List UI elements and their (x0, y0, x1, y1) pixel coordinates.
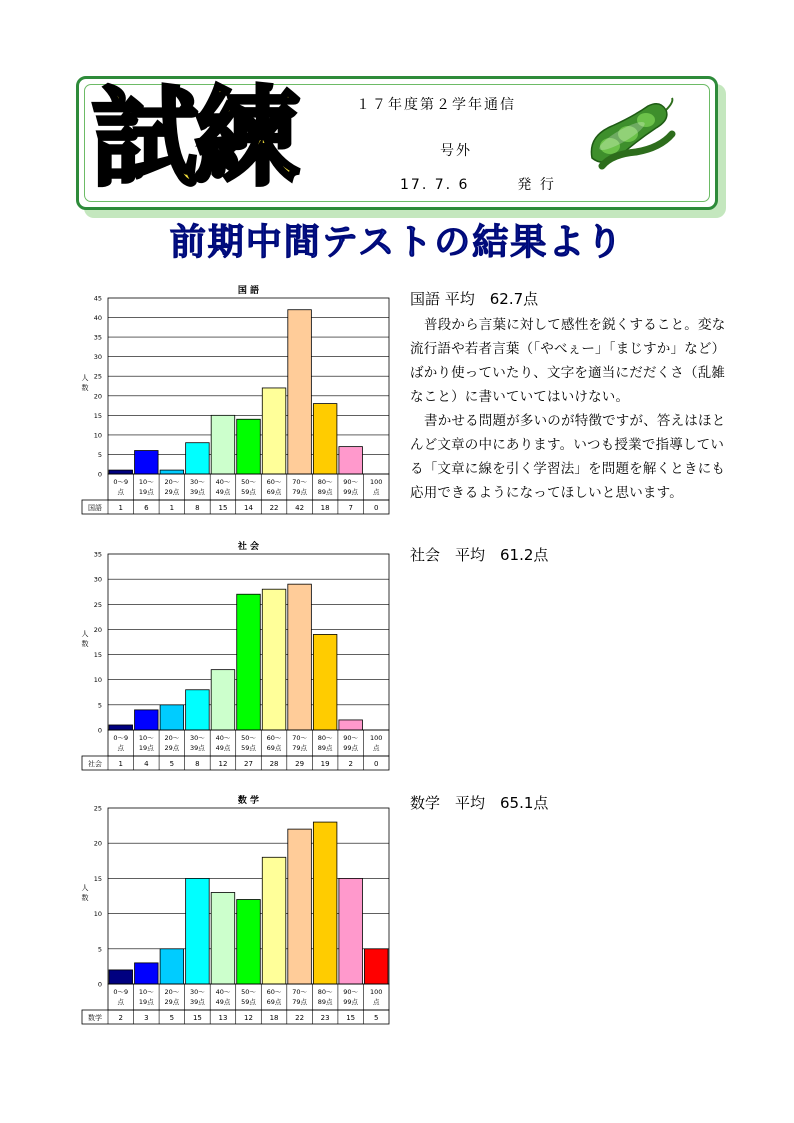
bar-5 (237, 419, 261, 474)
x-tick-label: 30～ (190, 478, 205, 486)
y-tick-label: 25 (93, 804, 102, 813)
x-tick-label: 80～ (317, 478, 333, 486)
bar-10 (364, 949, 388, 984)
x-tick-label: 50～ (241, 988, 256, 996)
data-value-1: 6 (144, 504, 149, 512)
x-tick-label: 29点 (164, 488, 180, 496)
data-value-7: 29 (295, 760, 305, 768)
issue-label: 号外 (440, 143, 472, 159)
data-table-label: 社会 (88, 760, 102, 768)
x-tick-label: 69点 (266, 744, 282, 752)
x-tick-label: 30～ (190, 988, 205, 996)
newsletter-name: １７年度第２学年通信 (356, 97, 516, 113)
chart-title: 社 会 (237, 542, 260, 552)
data-value-4: 12 (218, 760, 228, 768)
x-tick-label: 20～ (164, 734, 180, 742)
y-axis-label: 数 (81, 640, 89, 648)
y-tick-label: 35 (93, 550, 102, 559)
x-tick-label: 40～ (215, 734, 231, 742)
x-tick-label: 49点 (215, 998, 231, 1006)
average-math: 数学 平均 65.1点 (410, 794, 549, 812)
data-value-2: 5 (169, 760, 175, 768)
data-value-8: 18 (320, 504, 330, 512)
average-japanese: 国語 平均 62.7点 (410, 290, 539, 308)
y-tick-label: 35 (93, 333, 102, 342)
data-value-5: 27 (244, 760, 253, 768)
x-tick-label: 59点 (241, 744, 256, 752)
headline: 前期中間テストの結果より (169, 221, 625, 263)
data-value-1: 3 (144, 1014, 149, 1022)
x-tick-label: 89点 (317, 488, 333, 496)
bar-7 (288, 584, 312, 730)
x-tick-label: 49点 (215, 744, 231, 752)
data-value-1: 4 (144, 760, 149, 768)
x-tick-label: 79点 (292, 744, 307, 752)
y-tick-label: 20 (93, 839, 102, 848)
data-value-10: 0 (373, 760, 379, 768)
data-value-7: 22 (295, 1014, 305, 1022)
x-tick-label: 79点 (292, 488, 307, 496)
x-tick-label: 20～ (164, 478, 180, 486)
x-tick-label: 89点 (317, 998, 333, 1006)
y-tick-label: 25 (93, 600, 102, 609)
data-value-2: 5 (169, 1014, 175, 1022)
comment-social-studies (410, 543, 730, 567)
x-tick-label: 70～ (292, 478, 307, 486)
x-tick-label: 100 (370, 734, 383, 742)
bar-6 (262, 589, 286, 730)
x-tick-label: 59点 (241, 488, 256, 496)
comment-paragraph-1: 普段から言葉に対して感性を鋭くすること。変な流行語や若者言葉（「やべぇー」「まじすか」など）ばかり使っていたり、文字を適当にだだくさ（乱雑なこと）に書いていてはいけない。 (410, 317, 726, 405)
x-tick-label: 19点 (138, 998, 154, 1006)
bar-9 (339, 878, 363, 984)
data-value-3: 8 (195, 504, 200, 512)
data-value-6: 22 (269, 504, 279, 512)
bar-1 (135, 451, 159, 474)
x-tick-label: 0～9 (113, 988, 129, 996)
x-tick-label: 39点 (190, 744, 205, 752)
data-value-0: 1 (118, 760, 124, 768)
bar-2 (160, 949, 184, 984)
y-tick-label: 30 (93, 575, 102, 584)
x-tick-label: 10～ (138, 734, 154, 742)
y-tick-label: 20 (93, 625, 102, 634)
chart-japanese-svg (78, 282, 398, 518)
data-value-9: 15 (346, 1014, 356, 1022)
data-value-10: 0 (373, 504, 379, 512)
data-value-0: 1 (118, 504, 124, 512)
data-value-5: 12 (244, 1014, 253, 1022)
data-value-0: 2 (118, 1014, 124, 1022)
bar-6 (262, 857, 286, 984)
bar-3 (186, 878, 210, 984)
y-tick-label: 10 (93, 431, 102, 440)
bar-2 (160, 705, 184, 730)
data-value-3: 15 (192, 1014, 202, 1022)
x-tick-label: 40～ (215, 478, 231, 486)
bar-3 (186, 443, 210, 474)
data-value-5: 14 (244, 504, 253, 512)
chart-social-studies (78, 538, 398, 774)
x-tick-label: 39点 (190, 998, 205, 1006)
x-tick-label: 70～ (292, 734, 307, 742)
bar-9 (339, 447, 363, 474)
y-tick-label: 45 (93, 294, 102, 303)
x-tick-label: 点 (117, 488, 125, 496)
data-value-2: 1 (169, 504, 175, 512)
edamame-illustration-icon (582, 96, 678, 176)
bar-4 (211, 415, 235, 474)
x-tick-label: 10～ (138, 988, 154, 996)
x-tick-label: 80～ (317, 988, 333, 996)
data-value-10: 5 (373, 1014, 379, 1022)
y-tick-label: 15 (93, 651, 102, 660)
chart-title: 数 学 (237, 796, 260, 806)
x-tick-label: 70～ (292, 988, 307, 996)
bar-5 (237, 900, 261, 984)
x-tick-label: 90～ (343, 734, 359, 742)
data-table-label: 国語 (88, 504, 102, 512)
x-tick-label: 点 (117, 998, 125, 1006)
x-tick-label: 10～ (138, 478, 154, 486)
data-value-8: 19 (320, 760, 330, 768)
x-tick-label: 29点 (164, 744, 180, 752)
x-tick-label: 29点 (164, 998, 180, 1006)
bar-7 (288, 310, 312, 474)
y-axis-label: 数 (81, 894, 89, 902)
bar-5 (237, 594, 261, 730)
x-tick-label: 19点 (138, 488, 154, 496)
x-tick-label: 99点 (343, 744, 359, 752)
masthead-title: 試練 (92, 75, 296, 200)
y-tick-label: 30 (93, 353, 102, 362)
y-tick-label: 15 (93, 874, 102, 883)
y-axis-label: 人 (81, 630, 89, 638)
data-value-3: 8 (195, 760, 200, 768)
data-table-label: 数学 (88, 1014, 102, 1022)
x-tick-label: 点 (117, 744, 125, 752)
x-tick-label: 99点 (343, 488, 359, 496)
x-tick-label: 100 (370, 478, 383, 486)
bar-0 (109, 970, 133, 984)
y-tick-label: 0 (97, 470, 102, 479)
x-tick-label: 69点 (266, 998, 282, 1006)
x-tick-label: 0～9 (113, 734, 129, 742)
comment-japanese (410, 287, 730, 505)
chart-social-studies-svg (78, 538, 398, 774)
data-value-6: 28 (269, 760, 279, 768)
data-value-4: 13 (218, 1014, 228, 1022)
x-tick-label: 点 (372, 744, 380, 752)
chart-math-svg (78, 792, 398, 1028)
x-tick-label: 89点 (317, 744, 333, 752)
y-tick-label: 5 (97, 450, 102, 459)
bar-1 (135, 963, 159, 984)
bar-1 (135, 710, 159, 730)
x-tick-label: 100 (370, 988, 383, 996)
x-tick-label: 19点 (138, 744, 154, 752)
bar-7 (288, 829, 312, 984)
bar-3 (186, 690, 210, 730)
y-tick-label: 25 (93, 372, 102, 381)
bar-4 (211, 892, 235, 984)
y-tick-label: 10 (93, 676, 102, 685)
x-tick-label: 90～ (343, 988, 359, 996)
chart-title: 国 語 (237, 286, 260, 296)
data-value-6: 18 (269, 1014, 279, 1022)
x-tick-label: 59点 (241, 998, 256, 1006)
bar-9 (339, 720, 363, 730)
issue-date: 17. 7. 6 発 行 (400, 177, 556, 193)
bar-2 (160, 470, 184, 474)
data-value-7: 42 (295, 504, 305, 512)
x-tick-label: 79点 (292, 998, 307, 1006)
chart-math (78, 792, 398, 1028)
x-tick-label: 60～ (266, 478, 282, 486)
bar-8 (313, 634, 337, 730)
x-tick-label: 50～ (241, 478, 256, 486)
chart-japanese (78, 282, 398, 518)
y-tick-label: 40 (93, 314, 102, 323)
x-tick-label: 99点 (343, 998, 359, 1006)
y-axis-label: 数 (81, 384, 89, 392)
x-tick-label: 20～ (164, 988, 180, 996)
x-tick-label: 30～ (190, 734, 205, 742)
y-axis-label: 人 (81, 884, 89, 892)
comment-math (410, 791, 730, 815)
x-tick-label: 39点 (190, 488, 205, 496)
y-tick-label: 20 (93, 392, 102, 401)
y-tick-label: 5 (97, 701, 102, 710)
x-tick-label: 80～ (317, 734, 333, 742)
y-axis-label: 人 (81, 374, 89, 382)
x-tick-label: 点 (372, 998, 380, 1006)
y-tick-label: 0 (97, 726, 102, 735)
comment-paragraph-2: 書かせる問題が多いのが特徴ですが、答えはほとんど文章の中にあります。いつも授業で指導している「文章に線を引く学習法」を問題を解くときにも応用できるようになってほしいと思います。 (410, 413, 726, 501)
bar-8 (313, 404, 337, 474)
x-tick-label: 69点 (266, 488, 282, 496)
data-value-8: 23 (320, 1014, 330, 1022)
x-tick-label: 50～ (241, 734, 256, 742)
data-value-9: 2 (348, 760, 353, 768)
data-value-9: 7 (348, 504, 353, 512)
bar-0 (109, 470, 133, 474)
x-tick-label: 49点 (215, 488, 231, 496)
y-tick-label: 0 (97, 980, 102, 989)
x-tick-label: 0～9 (113, 478, 129, 486)
x-tick-label: 60～ (266, 734, 282, 742)
x-tick-label: 40～ (215, 988, 231, 996)
x-tick-label: 90～ (343, 478, 359, 486)
bar-6 (262, 388, 286, 474)
average-social-studies: 社会 平均 61.2点 (410, 546, 549, 564)
bar-0 (109, 725, 133, 730)
x-tick-label: 60～ (266, 988, 282, 996)
data-value-4: 15 (218, 504, 228, 512)
y-tick-label: 10 (93, 910, 102, 919)
bar-8 (313, 822, 337, 984)
bar-4 (211, 670, 235, 730)
y-tick-label: 5 (97, 945, 102, 954)
x-tick-label: 点 (372, 488, 380, 496)
y-tick-label: 15 (93, 411, 102, 420)
